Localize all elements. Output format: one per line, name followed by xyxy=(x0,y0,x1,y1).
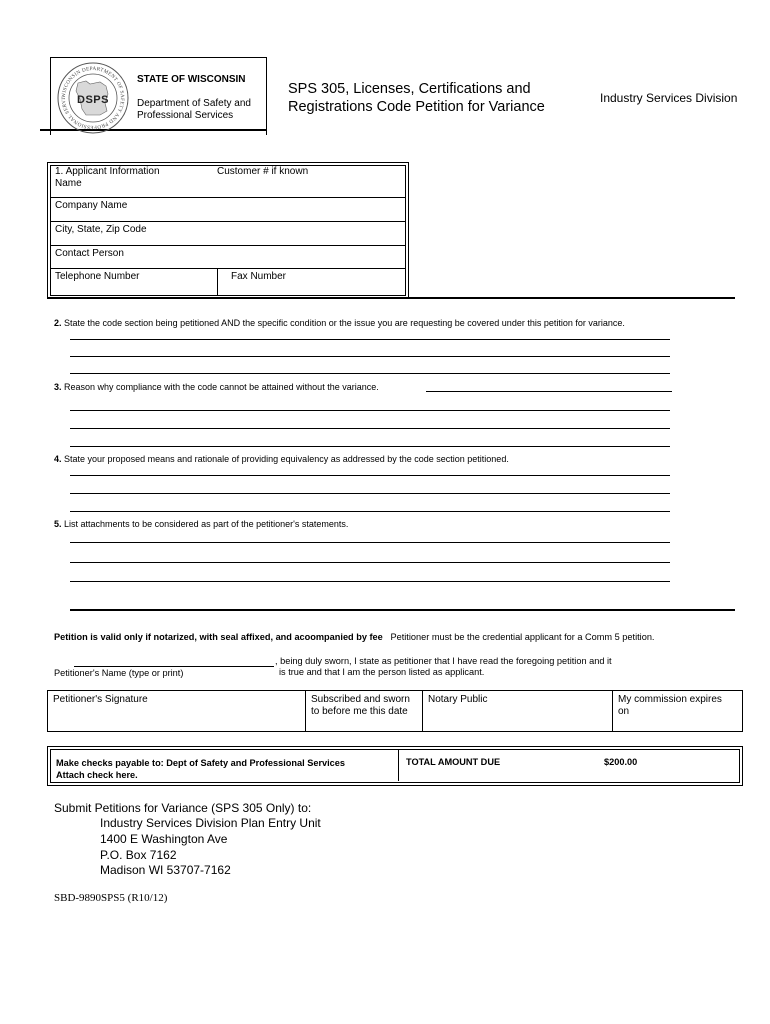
form-number: SBD-9890SPS5 (R10/12) xyxy=(54,892,168,904)
answer-line[interactable] xyxy=(70,373,670,374)
sworn-statement: , being duly sworn, I state as petitioner that I have read the foregoing petition and it is true and that I am the person listed as applicant. xyxy=(275,656,612,677)
answer-line[interactable] xyxy=(70,410,670,411)
state-name: STATE OF WISCONSIN xyxy=(137,74,246,85)
department-name: Department of Safety and Professional Services xyxy=(137,98,251,121)
dsps-seal-logo xyxy=(56,61,130,135)
petitioner-name-line[interactable] xyxy=(74,666,274,667)
commission-label-2: on xyxy=(618,706,630,717)
commission-label: My commission expires xyxy=(618,694,722,705)
fax-label: Fax Number xyxy=(231,271,287,282)
answer-line[interactable] xyxy=(426,391,672,392)
answer-line[interactable] xyxy=(70,581,670,582)
notary-public-label: Notary Public xyxy=(428,694,488,705)
answer-line[interactable] xyxy=(70,475,670,476)
signature-table xyxy=(47,690,743,732)
phone-fax-row xyxy=(51,269,405,295)
city-state-zip-row[interactable] xyxy=(51,222,405,246)
subscribed-date-cell[interactable] xyxy=(306,691,423,731)
checks-payable-note: Make checks payable to: Dept of Safety and Professional Services Attach check here. xyxy=(56,758,346,780)
total-amount-label: TOTAL AMOUNT DUE xyxy=(406,757,501,767)
name-label: Name xyxy=(55,178,82,189)
company-name-row[interactable] xyxy=(51,198,405,222)
contact-person-label: Contact Person xyxy=(55,248,124,259)
question-3: 3. Reason why compliance with the code cannot be attained without the variance. xyxy=(54,382,379,392)
subscribed-label-2: to before me this date xyxy=(311,706,408,717)
address-line: 1400 E Washington Ave xyxy=(100,832,228,846)
seal-center-text: DSPS xyxy=(77,94,109,106)
city-state-zip-label: City, State, Zip Code xyxy=(55,224,147,235)
division-name: Industry Services Division xyxy=(600,91,738,105)
address-line: Madison WI 53707-7162 xyxy=(100,863,231,877)
answer-line[interactable] xyxy=(70,493,670,494)
phone-fax-divider xyxy=(217,269,218,295)
answer-line[interactable] xyxy=(70,446,670,447)
company-name-label: Company Name xyxy=(55,200,128,211)
address-line: P.O. Box 7162 xyxy=(100,848,177,862)
customer-number-label: Customer # if known xyxy=(217,166,309,177)
telephone-label: Telephone Number xyxy=(55,271,140,282)
petitioner-name-label: Petitioner's Name (type or print) xyxy=(54,668,184,678)
subscribed-label: Subscribed and sworn xyxy=(311,694,410,705)
form-title: SPS 305, Licenses, Certifications and Registrations Code Petition for Variance xyxy=(288,81,545,115)
answer-line[interactable] xyxy=(70,428,670,429)
answer-line[interactable] xyxy=(70,511,670,512)
commission-expires-cell[interactable] xyxy=(613,691,742,731)
seal-ring-text: WISCONSIN DEPARTMENT OF SAFETY AND PROFESSIONAL SERVI xyxy=(60,65,126,131)
question-2: 2. State the code section being petitioned AND the specific condition or the issue you are requesting be covered under this petition for variance. xyxy=(54,318,625,328)
applicant-section-label: 1. Applicant Information xyxy=(55,166,160,177)
question-5: 5. List attachments to be considered as part of the petitioner's statements. xyxy=(54,519,349,529)
submit-heading: Submit Petitions for Variance (SPS 305 Only) to: xyxy=(54,801,312,815)
address-line: Industry Services Division Plan Entry Unit xyxy=(100,816,321,830)
answer-line[interactable] xyxy=(70,542,670,543)
applicant-box xyxy=(50,165,406,296)
contact-person-row[interactable] xyxy=(51,246,405,269)
petition-notice: Petition is valid only if notarized, with seal affixed, and acoompanied by fee Petitioner must be the credential applicant for a Comm 5 petition. xyxy=(54,632,655,642)
payment-divider xyxy=(398,749,399,781)
question-4: 4. State your proposed means and rationale of providing equivalency as addressed by the code section petitioned. xyxy=(54,454,509,464)
applicant-name-row[interactable] xyxy=(51,166,405,198)
section-divider xyxy=(70,609,735,611)
total-amount-value: $200.00 xyxy=(604,757,638,767)
answer-line[interactable] xyxy=(70,356,670,357)
answer-line[interactable] xyxy=(70,562,670,563)
petitioner-signature-label: Petitioner's Signature xyxy=(53,694,148,705)
answer-line[interactable] xyxy=(70,339,670,340)
petitioner-signature-cell[interactable] xyxy=(48,691,306,731)
section-divider xyxy=(47,297,735,299)
notary-public-cell[interactable] xyxy=(423,691,613,731)
